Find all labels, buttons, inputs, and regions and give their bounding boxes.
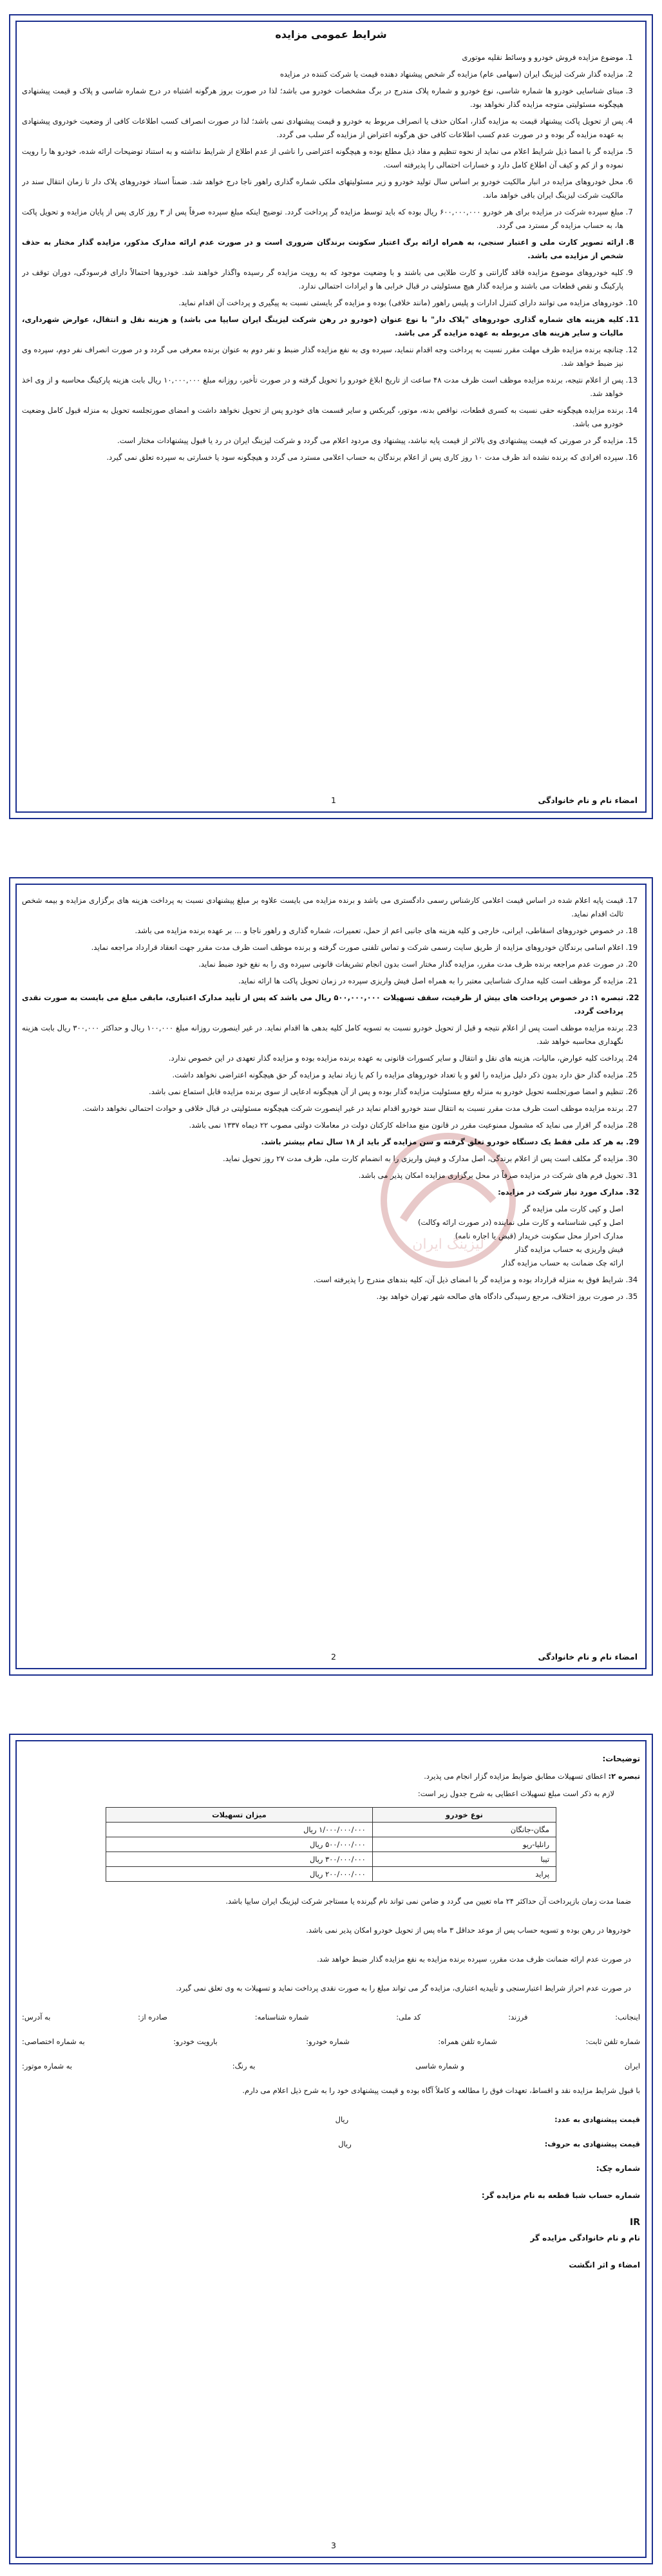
price-words-label: قیمت پیشنهادی به حروف: xyxy=(544,2139,640,2148)
bidder-name-label[interactable]: نام و نام خانوادگی مزایده گر xyxy=(530,2233,640,2242)
table-row xyxy=(106,1823,556,1837)
term-item: 6. محل خودروهای مزایده در انبار مالکیت خودرو بر اساس سال تولید خودرو و زیر مسئولیتهای ملکی شماره گذاری راهور ناجا درج خواهد شد. ضمناً اسناد خودروهای پلاک دار تا زمان انتقال سند در مالکیت شرکت لیزینگ ایران باقی خواهد ماند. xyxy=(22,175,623,202)
term-item: 14. برنده مزایده هیچگونه حقی نسبت به کسری قطعات، نواقص بدنه، موتور، گیربکس و سایر قسمت های خودرو پس از تحویل نخواهد داشت و امضای صورتجلسه تحویل به منزله قبول کامل وضعیت خودرو می باشد. xyxy=(22,404,623,431)
iran-label: ایران xyxy=(624,2061,640,2070)
page-2-content xyxy=(22,894,640,1636)
term-item: 31. تحویل فرم های شرکت در مزایده صرفاً در محل برگزاری مزایده امکان پذیر می باشد. xyxy=(22,1169,623,1182)
term-item: 16. سپرده افرادی که برنده نشده اند ظرف مدت ۱۰ روز کاری پس از اعلام برندگان به حساب اعلامی مسترد می گردد و هیچگونه سود یا خسارتی به سپرده تعلق نمی گیرد. xyxy=(22,451,623,464)
document-item: ارائه چک ضمانت به حساب مزایده گذار xyxy=(502,1258,623,1267)
table-cell: ۱/۰۰۰/۰۰۰/۰۰۰ ریال xyxy=(106,1823,373,1837)
national-code-field[interactable]: کد ملی: xyxy=(396,2012,421,2022)
address-field[interactable]: به آدرس: xyxy=(22,2012,51,2022)
id-number-field[interactable]: شماره شناسنامه: xyxy=(254,2012,309,2022)
table-row xyxy=(106,1867,556,1882)
sub-note: لازم به ذکر است مبلغ تسهیلات اعطایی به شرح جدول زیر است: xyxy=(417,1789,614,1798)
table-header-cell: میزان تسهیلات xyxy=(106,1808,373,1823)
document-item: اصل و کپی شناسنامه و کارت ملی نماینده (در صورت ارائه وکالت) xyxy=(417,1218,623,1227)
term-item: 23. برنده مزایده موظف است پس از اعلام نتیجه و قبل از تحویل خودرو نسبت به تسویه کامل کلیه بدهی ها اقدام نماید. در غیر اینصورت روزانه مبلغ ۱۰۰,۰۰۰ ریال و حداکثر ۳۰۰,۰۰۰ ریال بابت هزینه نگهداری محاسبه خواهد شد. xyxy=(22,1021,623,1048)
vehicle-number-field[interactable]: شماره خودرو: xyxy=(306,2037,350,2046)
page-1 xyxy=(9,14,653,819)
explanation-point: در صورت عدم ارائه ضمانت ظرف مدت مقرر، سپرده برنده مزایده به نفع مزایده گذار ضبط خواهد شد. xyxy=(317,1955,631,1964)
vehicle-id-field[interactable]: به شماره اختصاصی: xyxy=(22,2037,85,2046)
child-of-field[interactable]: فرزند: xyxy=(508,2012,528,2022)
document-item: مدارک احراز محل سکونت خریدار (قبض یا اجاره نامه) xyxy=(455,1231,623,1240)
term-item: 27. برنده مزایده موظف است ظرف مدت مقرر نسبت به انتقال سند خودرو اقدام نماید در غیر اینصورت شرکت هیچگونه مسئولیتی در قبال خلافی و حوادث احتمالی نخواهد داشت. xyxy=(22,1102,623,1115)
term-item: 15. مزایده گر در صورتی که قیمت پیشنهادی وی بالاتر از قیمت پایه نباشد، پیشنهاد وی مردود اعلام می گردد و شرکت لیزینگ ایران در رد یا قبول پیشنهادات مختار است. xyxy=(22,434,623,448)
term-item: 35. در صورت بروز اختلاف، مرجع رسیدگی دادگاه های صالحه شهر تهران خواهد بود. xyxy=(22,1290,623,1303)
watermark-text: لیزینگ ایران xyxy=(412,1236,484,1253)
rial-label: ریال xyxy=(338,2139,352,2148)
term-item: 26. تنظیم و امضا صورتجلسه تحویل خودرو به منزله رفع مسئولیت مزایده گذار بوده و پس از آن هیچگونه ادعایی از سوی برنده مزایده قابل استماع نمی باشد. xyxy=(22,1085,623,1099)
facility-table xyxy=(106,1807,556,1882)
page-3 xyxy=(9,1734,653,2564)
table-header-row xyxy=(106,1808,556,1823)
page-number: 1 xyxy=(331,795,336,805)
notes-header: توضیحات: xyxy=(602,1754,640,1763)
terms-list-1 xyxy=(22,51,640,464)
document-title: شرایط عمومی مزایده xyxy=(275,28,387,41)
fixed-phone-field[interactable]: شماره تلفن ثابت: xyxy=(585,2037,640,2046)
table-cell: ۵۰۰/۰۰۰/۰۰۰ ریال xyxy=(106,1837,373,1852)
terms-list-2 xyxy=(22,894,640,1303)
term-item: 2. مزایده گذار شرکت لیزینگ ایران (سهامی عام) مزایده گر شخص پیشنهاد دهنده قیمت یا شرکت کننده در مزایده xyxy=(22,68,623,81)
term-item: 12. چنانچه برنده مزایده ظرف مهلت مقرر نسبت به پرداخت وجه اقدام ننماید، سپرده وی به نفع مزایده گذار ضبط و نفر دوم به عنوان برنده معرفی می گردد و در صورت انصراف نفر دوم، سپرده وی نیز ضبط خواهد شد. xyxy=(22,343,623,370)
vehicle-visit-field[interactable]: بارویت خودرو: xyxy=(173,2037,218,2046)
bid-form xyxy=(22,2011,640,2271)
term-item: 32. مدارک مورد نیاز شرکت در مزایده: xyxy=(22,1186,623,1199)
page-footer xyxy=(24,787,638,809)
color-field[interactable]: به رنگ: xyxy=(232,2061,256,2070)
table-cell: ۳۰۰/۰۰۰/۰۰۰ ریال xyxy=(106,1852,373,1867)
document-item: اصل و کپی کارت ملی مزایده گر xyxy=(522,1204,623,1213)
cheque-label[interactable]: شماره چک: xyxy=(596,2164,640,2173)
note-label: تبصره ۲: xyxy=(608,1772,640,1781)
document-item: فیش واریزی به حساب مزایده گذار xyxy=(515,1245,623,1254)
term-item: 21. مزایده گر موظف است کلیه مدارک شناسایی معتبر را به همراه اصل فیش واریزی سپرده در زمان تحویل پاکت ها ارائه نماید. xyxy=(22,974,623,988)
form-row-vehicle xyxy=(22,2035,640,2048)
term-item: 28. مزایده گر اقرار می نماید که مشمول ممنوعیت مقرر در قانون منع مداخله کارکنان دولت در معاملات دولتی مصوب ۲۲ دیماه ۱۳۳۷ نمی باشد. xyxy=(22,1119,623,1132)
term-item: 5. مزایده گر با امضا ذیل شرایط اعلام می نماید از نحوه تنظیم و مفاد ذیل مطلع بوده و هیچگونه اعتراضی را ناشی از عدم اطلاع از شرایط نداشته و به استناد توضیحات ارائه شده، خودرو ها را رویت نموده و از کم و کیف آن اطلاع کامل دارد و خسارات احتمالی را پذیرفته است. xyxy=(22,145,623,172)
note-text: اعطای تسهیلات مطابق ضوابط مزایده گزار انجام می پذیرد. xyxy=(424,1772,606,1781)
term-item: 18. در خصوص خودروهای اسقاطی، ایرانی، خارجی و کلیه هزینه های جانبی اعم از حمل، تعمیرات، شماره گذاری و راهور ناجا و ... بر عهده برنده مزایده می باشد. xyxy=(22,924,623,938)
note-2 xyxy=(22,1770,640,1783)
table-cell: رانلیا-ریو xyxy=(372,1837,556,1852)
term-item: 13. پس از اعلام نتیجه، برنده مزایده موظف است ظرف مدت ۴۸ ساعت از تاریخ ابلاغ خودرو را تحویل گرفته و در صورت تأخیر، روزانه مبلغ ۱۰,۰۰۰,۰۰۰ ریال بابت هزینه پارکینگ محاسبه و از وی اخذ خواهد شد. xyxy=(22,374,623,401)
table-cell: مگان-جانگان xyxy=(372,1823,556,1837)
page-1-content xyxy=(22,24,640,779)
signature-label: امضاء نام و نام خانوادگی xyxy=(538,1652,638,1662)
engine-field[interactable]: به شماره موتور: xyxy=(22,2061,72,2070)
term-item: 22. تبصره ۱: در خصوص پرداخت های بیش از ظرفیت، سقف تسهیلات ۵۰۰,۰۰۰,۰۰۰ ریال می باشد که پس از تأیید مدارک اعتباری، مابقی مبلغ می بایست به صورت نقدی پرداخت گردد. xyxy=(22,991,623,1018)
explanation-point: ضمنا مدت زمان بازپرداخت آن حداکثر ۲۴ ماه تعیین می گردد و ضامن نمی تواند نام گیرنده یا مستاجر شرکت لیزینگ ایران سایپا باشد. xyxy=(225,1897,631,1906)
term-item: 1. موضوع مزایده فروش خودرو و وسائط نقلیه موتوری xyxy=(22,51,623,64)
chassis-field[interactable]: و شماره شاسی xyxy=(415,2061,465,2070)
explanation-points xyxy=(22,1895,640,1995)
term-item: 24. پرداخت کلیه عوارض، مالیات، هزینه های نقل و انتقال و سایر کسورات قانونی به عهده برنده مزایده بوده و مزایده گذار تعهدی در این خصوص ندارد. xyxy=(22,1052,623,1065)
price-digits-label: قیمت پیشنهادی به عدد: xyxy=(554,2115,640,2124)
page-number: 2 xyxy=(331,1652,336,1662)
applicant-field[interactable]: اینجانب: xyxy=(615,2012,640,2022)
form-row-plate xyxy=(22,2060,640,2072)
term-item: 30. مزایده گر مکلف است پس از اعلام برندگی، اصل مدارک و فیش واریزی را به انضمام کارت ملی، ظرف مدت ۲۷ روز تحویل نماید. xyxy=(22,1152,623,1166)
price-words-row xyxy=(22,2137,640,2150)
term-item: 34. شرایط فوق به منزله قرارداد بوده و مزایده گر با امضای ذیل آن، کلیه بندهای مندرج را پذیرفته است. xyxy=(22,1273,623,1287)
iban-prefix: IR xyxy=(630,2217,640,2228)
table-cell: تیبا xyxy=(372,1852,556,1867)
table-cell: ۲۰۰/۰۰۰/۰۰۰ ریال xyxy=(106,1867,373,1882)
term-item: 3. مبنای شناسایی خودرو ها شماره شاسی، نوع خودرو و شماره پلاک مندرج در برگ مشخصات خودرو می باشد؛ لذا در صورت بروز هرگونه اشتباه در درج شماره شاسی و پلاک و قیمت پیشنهادی هیچگونه مسئولیتی متوجه مزایده گذار نخواهد بود. xyxy=(22,84,623,111)
term-item: 29. به هر کد ملی فقط یک دستگاه خودرو تعلق گرفته و سن مزایده گر باید از ۱۸ سال تمام بیشتر باشد. xyxy=(22,1135,623,1149)
declaration-text: با قبول شرایط مزایده نقد و اقساط، تعهدات فوق را مطالعه و کاملاً آگاه بوده و قیمت پیشنهادی خود را به شرح ذیل اعلام می دارم. xyxy=(242,2086,640,2095)
term-item: 7. مبلغ سپرده شرکت در مزایده برای هر خودرو ۶۰۰,۰۰۰,۰۰۰ ریال بوده که باید توسط مزایده گر پرداخت گردد. توضیح اینکه مبلغ سپرده صرفاً پس از ۳ روز کاری پس از پایان مزایده و تحویل پاکت ها، به حساب مزایده گر مسترد می گردد. xyxy=(22,205,623,232)
table-row xyxy=(106,1852,556,1867)
term-item: 4. پس از تحویل پاکت پیشنهاد قیمت به مزایده گذار، امکان حذف یا انصراف مربوط به خودرو و قیمت پیشنهادی نمی باشد؛ لذا در صورت انصراف کسب اطلاعات کافی از وضعیت خودروی پیشنهادی به عهده مزایده گر بوده و در صورت عدم کسب اطلاعات کافی حق هرگونه اعتراض از مزایده گر سلب می گردد. xyxy=(22,115,623,142)
documents-sublist-item xyxy=(22,1202,623,1270)
term-item: 25. مزایده گذار حق دارد بدون ذکر دلیل مزایده را لغو و یا تعداد خودروهای مزایده را کم یا زیاد نماید و مزایده گر حق هیچگونه اعتراضی نخواهد داشت. xyxy=(22,1068,623,1082)
term-item: 9. کلیه خودروهای موضوع مزایده فاقد گارانتی و کارت طلایی می باشند و با وضعیت موجود که به رویت مزایده گر رسیده واگذار خواهند شد. خودروها احتمالاً دارای فرسودگی، دوران توقف در پارکینگ و نقص قطعات می باشند و مزایده گذار هیچ مسئولیتی در قبال خرابی ها و ایرادات احتمالی ندارد. xyxy=(22,266,623,293)
explanation-point: خودروها در رهن بوده و تسویه حساب پس از موعد حداقل ۳ ماه پس از تحویل خودرو امکان پذیر نمی باشد. xyxy=(306,1926,631,1935)
form-row-identity xyxy=(22,2011,640,2023)
page-footer xyxy=(24,1643,638,1665)
table-row xyxy=(106,1837,556,1852)
bidder-sign-label[interactable]: امضاء و اثر انگشت xyxy=(569,2260,640,2269)
term-item: 17. قیمت پایه اعلام شده در اساس قیمت اعلامی کارشناس رسمی دادگستری می باشد و برنده مزایده می بایست علاوه بر مبلغ پیشنهادی نسبت به پرداخت هزینه های برگزاری مزایده و بیمه شخص ثالث اقدام نماید. xyxy=(22,894,623,921)
page-3-content xyxy=(22,1754,640,2518)
term-item: 10. خودروهای مزایده می توانند دارای کنترل ادارات و پلیس راهور (مانند خلافی) بوده و مزایده گر بایستی نسبت به پیگیری و پرداخت آن اقدام نماید. xyxy=(22,296,623,310)
page-number: 3 xyxy=(331,2541,336,2550)
term-item: 20. در صورت عدم مراجعه برنده ظرف مدت مقرر، مزایده گذار مختار است بدون انجام تشریفات قانونی سپرده وی را به نفع خود ضبط نماید. xyxy=(22,958,623,971)
page-footer xyxy=(24,2532,638,2554)
term-item: 8. ارائه تصویر کارت ملی و اعتبار سنجی، به همراه ارائه برگ اعتبار سکونت برندگان ضروری است و در صورت عدم ارائه مدارک مذکور، مزایده گذار مختار به حذف شخص از مزایده می باشد. xyxy=(22,236,623,263)
rial-label: ریال xyxy=(335,2115,349,2124)
price-digits-row xyxy=(22,2113,640,2126)
table-header-cell: نوع خودرو xyxy=(372,1808,556,1823)
term-item: 19. اعلام اسامی برندگان خودروهای مزایده از طریق سایت رسمی شرکت و تماس تلفنی صورت گرفته و برنده موظف است ظرف مدت مقرر جهت انعقاد قرارداد مراجعه نماید. xyxy=(22,941,623,954)
explanation-point: در صورت عدم احراز شرایط اعتبارسنجی و تأییدیه اعتباری، مزایده گر می تواند مبلغ را به صورت نقدی پرداخت نماید و تسهیلات به وی تعلق نمی گیرد. xyxy=(176,1984,631,1993)
page-2 xyxy=(9,877,653,1676)
issued-field[interactable]: صادره از: xyxy=(138,2012,167,2022)
signature-label: امضاء نام و نام خانوادگی xyxy=(538,795,638,805)
term-item: 11. کلیه هزینه های شماره گذاری خودروهای "پلاک دار" با نوع عنوان (خودرو در رهن شرکت لیزینگ ایران سایپا می باشد) و هزینه نقل و انتقال، عوارض شهرداری، مالیات و سایر هزینه های مربوطه به عهده مزایده گر می باشد. xyxy=(22,313,623,340)
table-cell: پراید xyxy=(372,1867,556,1882)
mobile-field[interactable]: شماره تلفن همراه: xyxy=(438,2037,497,2046)
account-label[interactable]: شماره حساب شبا قطعه به نام مزایده گر: xyxy=(481,2191,640,2200)
